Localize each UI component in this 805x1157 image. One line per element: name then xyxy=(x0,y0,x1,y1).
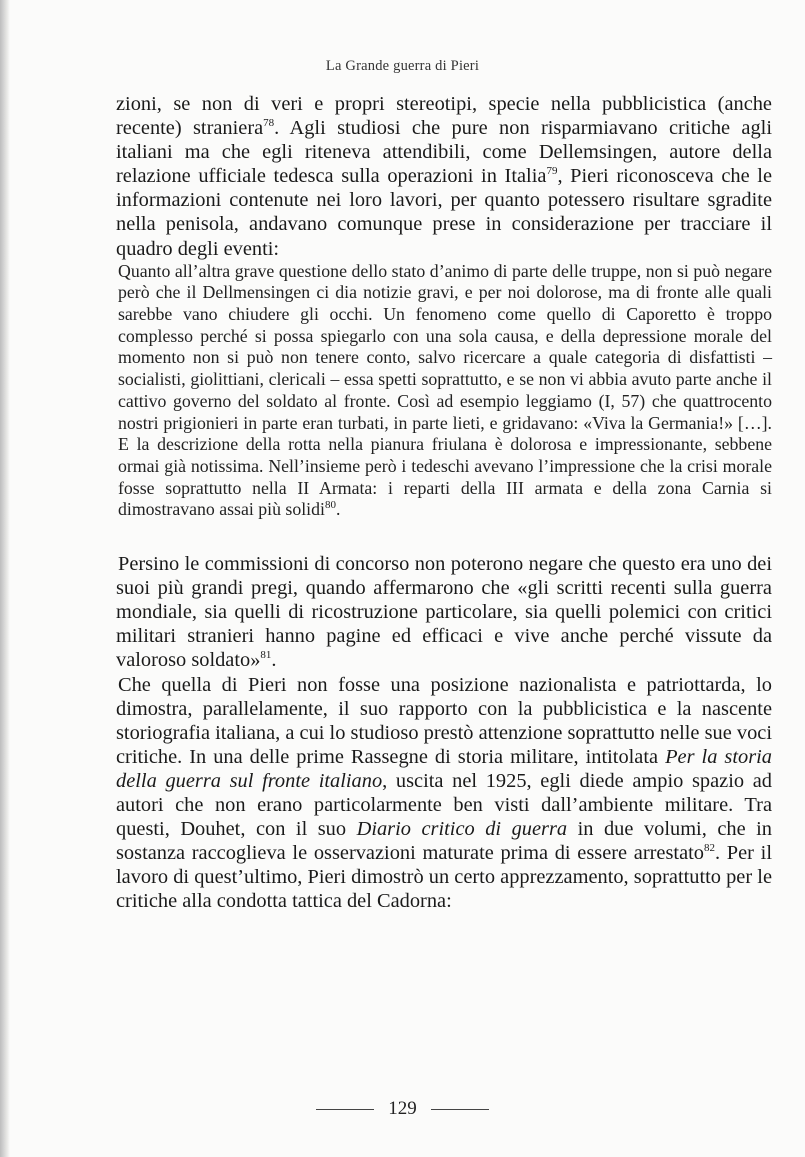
footnote-ref-82[interactable]: 82 xyxy=(703,842,715,855)
paragraph-3-text-d: . Per il lavoro di quest’ultimo, Pieri dimostrò un certo apprezzamento, soprattutto per le critiche alla condotta tattica del Cadorna: xyxy=(116,842,772,913)
page-footer xyxy=(0,1098,805,1120)
italic-title-1: Per la storia della guerra sul fronte italiano xyxy=(116,745,772,792)
paragraph-3 xyxy=(116,673,772,914)
paragraph-1-text-c: , Pieri riconosceva che le informazioni contenute nei loro lavori, per quanto potessero risultare sgradite nella penisola, andavano comunque prese in considerazione per tracciare il quadro degli eventi: xyxy=(116,165,772,260)
paragraph-1-text-a: zioni, se non di veri e propri stereotipi, specie nella pubblicistica (anche recente) straniera xyxy=(116,93,772,140)
page-number: 129 xyxy=(388,1098,417,1119)
paragraph-3-text-b: , uscita nel 1925, egli diede ampio spazio ad autori che non erano particolarmente ben visti dall’ambiente militare. Tra questi, Douhet, con il suo xyxy=(116,769,772,841)
footnote-ref-80[interactable]: 80 xyxy=(324,499,336,512)
paragraph-3-text-a: Che quella di Pieri non fosse una posizione nazionalista e patriottarda, lo dimostra, parallelamente, il suo rapporto con la pubblicistica e la nascente storiografia italiana, a cui lo studioso prestò attenzione soprattutto nelle sue voci critiche. In una delle prime Rassegne di storia militare, intitolata xyxy=(116,673,772,768)
paragraph-1 xyxy=(116,92,772,261)
footnote-ref-79[interactable]: 79 xyxy=(546,165,558,178)
paragraph-2-end: . xyxy=(271,649,277,672)
paragraph-2-text: Persino le commissioni di concorso non poterono negare che questo era uno dei suoi più grandi pregi, quando affermarono che «gli scritti recenti sulla guerra mondiale, sia quelli di ricostruzione particolare, sia quelli polemici con critici militari stranieri hanno pagine ed efficaci e vive anche perché vissute da valoroso soldato» xyxy=(116,553,772,672)
paragraph-2 xyxy=(116,552,772,672)
block-quote-end: . xyxy=(335,499,341,520)
paragraph-3-text-c: in due volumi, che in sostanza raccoglieva le osservazioni maturate prima di essere arrestato xyxy=(116,818,772,865)
folio-rule-left xyxy=(316,1109,374,1110)
text-block xyxy=(116,92,772,914)
running-head: La Grande guerra di Pieri xyxy=(325,58,480,74)
paragraph-1-text-b: . Agli studiosi che pure non risparmiavano critiche agli italiani ma che egli riteneva attendibili, come Dellemsingen, autore della relazione ufficiale tedesca sulla operazioni in Italia xyxy=(116,117,772,188)
footnote-ref-78[interactable]: 78 xyxy=(263,117,275,130)
italic-title-2: Diario critico di guerra xyxy=(356,818,568,841)
block-quote-text: Quanto all’altra grave questione dello stato d’animo di parte delle truppe, non si può negare però che il Dellmensingen ci dia notizie gravi, e per noi dolorose, ma di fronte alle quali sarebbe vano chiudere gli occhi. Un fenomeno come quello di Caporetto è troppo complesso perché si possa spiegarlo con una sola causa, e della depressione morale del momento non si può non tenere conto, salvo ricercare a quale categoria di disfattisti – socialisti, giolittiani, clericali – essa spetti soprattutto, e se non vi abbia avuto parte anche il cattivo governo del soldato al fronte. Così ad esempio leggiamo (I, 57) che quattrocento nostri prigionieri in parte eran turbati, in parte lieti, e gridavano: «Viva la Germania!» […]. E la descrizione della rotta nella pianura friulana è dolorosa e impressionante, sebbene ormai già notissima. Nell’insieme però i tedeschi avevano l’impressione che la crisi morale fosse soprattutto nella II Armata: i reparti della III armata e della zona Carnia si dimostravano assai più solidi xyxy=(118,260,772,520)
footnote-ref-81[interactable]: 81 xyxy=(260,649,272,662)
block-quote xyxy=(116,261,772,521)
folio-rule-right xyxy=(431,1109,489,1110)
